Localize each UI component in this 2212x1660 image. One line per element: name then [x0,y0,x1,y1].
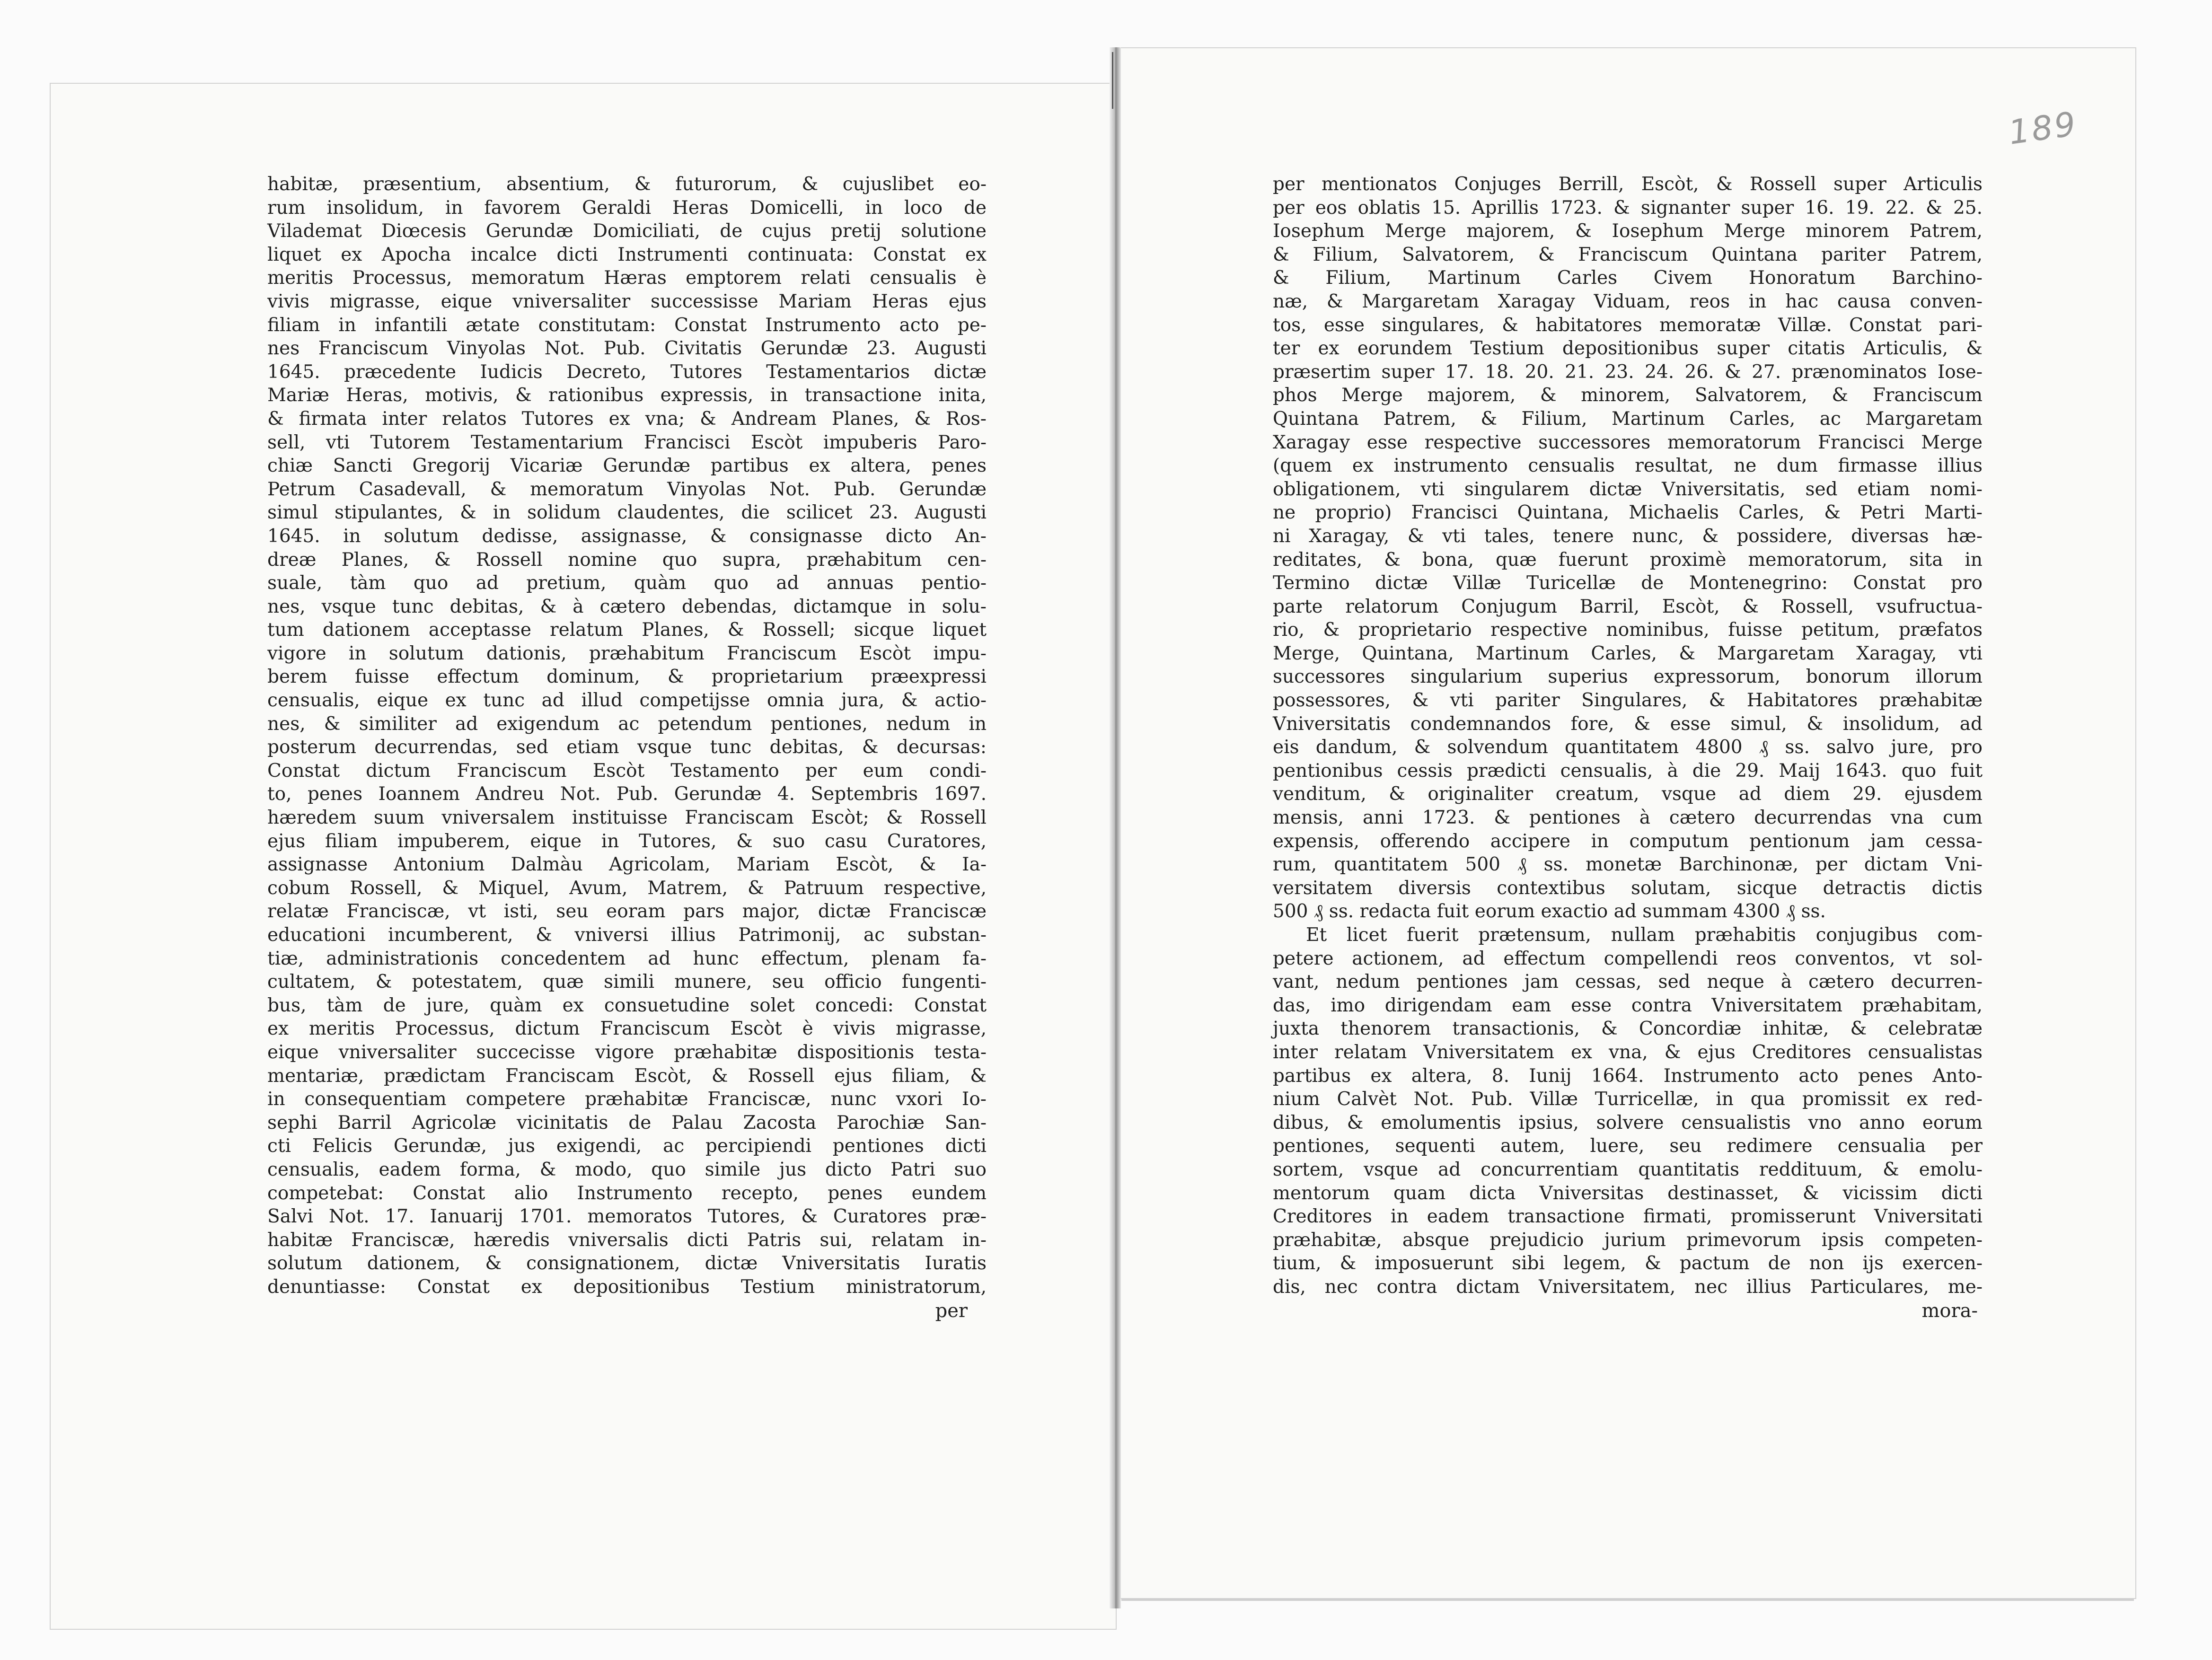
page-edge [1121,1599,2134,1601]
text-line: ejus filiam impuberem, eique in Tutores, & suo casu Curatores, [267,830,987,852]
text-line: assignasse Antonium Dalmàu Agricolam, Mariam Escòt, & Ia- [267,854,987,876]
book-gutter [1110,47,1121,1608]
text-line: Xaragay esse respective successores memoratorum Francisci Merge [1273,431,1983,453]
text-line: ex meritis Processus, dictum Franciscum Escòt è vivis migrasse, [267,1018,987,1040]
text-line: rio, & proprietario respective nominibus, fuisse petitum, præfatos [1273,619,1983,641]
text-line: venditum, & originaliter creatum, vsque ad diem 29. ejusdem [1273,783,1983,805]
text-line: per mentionatos Conjuges Berrill, Escòt, & Rossell super Articulis [1273,174,1983,195]
text-line: nium Calvèt Not. Pub. Villæ Turricellæ, in qua promissit ex red- [1273,1089,1983,1110]
text-line: dibus, & emolumentis ipsius, solvere censualistis vno anno eorum [1273,1112,1983,1133]
text-line: competebat: Constat alio Instrumento recepto, penes eundem [267,1182,987,1204]
text-line: simul stipulantes, & in solidum claudentes, die scilicet 23. Augusti [267,502,987,524]
text-line: præsertim super 17. 18. 20. 21. 23. 24. 26. & 27. prænominatos Iose- [1273,361,1983,383]
text-line: phos Merge majorem, & minorem, Salvatorem, & Franciscum [1273,385,1983,406]
text-line: dreæ Planes, & Rossell nomine quo supra, præhabitum cen- [267,549,987,571]
text-line: to, penes Ioannem Andreu Not. Pub. Gerundæ 4. Septembris 1697. [267,783,987,805]
text-line: Constat dictum Franciscum Escòt Testamento per eum condi- [267,760,987,782]
text-line: berem fuisse effectum dominum, & proprietarium præexpressi [267,666,987,688]
text-line: cobum Rossell, & Miquel, Avum, Matrem, & Patruum respective, [267,877,987,899]
text-line: sephi Barril Agricolæ vicinitatis de Palau Zacosta Parochiæ San- [267,1112,987,1133]
folio-number: 189 [2006,104,2080,152]
text-line: posterum decurrendas, sed etiam vsque tunc debitas, & decursas: [267,737,987,758]
text-line: nes, & similiter ad exigendum ac petendum pentiones, nedum in [267,713,987,735]
text-line: chiæ Sancti Gregorij Vicariæ Gerundæ partibus ex altera, penes [267,455,987,477]
text-line: inter relatam Vniversitatem ex vna, & ejus Creditores censualistas [1273,1041,1983,1063]
text-line: meritis Processus, memoratum Hæras emptorem relati censualis è [267,267,987,289]
text-line: 1645. in solutum dedisse, assignasse, & consignasse dicto An- [267,525,987,547]
text-line: liquet ex Apocha incalce dicti Instrumenti continuata: Constat ex [267,244,987,265]
text-line: tiæ, administrationis concedentem ad hunc effectum, plenam fa- [267,948,987,969]
text-line: petere actionem, ad effectum compellendi reos conventos, vt sol- [1273,948,1983,969]
text-line: eis dandum, & solvendum quantitatem 4800 ₰ ss. salvo jure, pro [1273,737,1983,758]
text-line: parte relatorum Conjugum Barril, Escòt, & Rossell, vsufructua- [1273,596,1983,617]
right-page-text [1273,173,1983,1323]
text-line: versitatem diversis contextibus solutam, sicque detractis dictis [1273,877,1983,899]
text-line: filiam in infantili ætate constitutam: Constat Instrumento acto pe- [267,314,987,336]
gutter-mark [1112,52,1113,109]
text-line: Termino dictæ Villæ Turicellæ de Montenegrino: Constat pro [1273,572,1983,594]
text-line: næ, & Margaretam Xaragay Viduam, reos in hac causa conven- [1273,290,1983,312]
text-line: Vniversitatis condemnandos fore, & esse simul, & insolidum, ad [1273,713,1983,735]
text-line: præhabitæ, absque prejudicio jurium primevorum ipsis competen- [1273,1229,1983,1251]
text-line: juxta thenorem transactionis, & Concordiæ inhitæ, & celebratæ [1273,1018,1983,1040]
text-line: ni Xaragay, & vti tales, tenere nunc, & possidere, diversas hæ- [1273,525,1983,547]
text-line: & Filium, Salvatorem, & Franciscum Quintana pariter Patrem, [1273,244,1983,265]
text-line: rum insolidum, in favorem Geraldi Heras Domicelli, in loco de [267,197,987,219]
text-line: successores singularium superius expressorum, bonorum illorum [1273,666,1983,688]
text-line: dis, nec contra dictam Vniversitatem, nec illius Particulares, me- [1273,1276,1983,1298]
text-line: 500 ₰ ss. redacta fuit eorum exactio ad summam 4300 ₰ ss. [1273,901,1826,922]
text-line: tum dationem acceptasse relatum Planes, & Rossell; sicque liquet [267,619,987,641]
text-line: Vilademat Diœcesis Gerundæ Domiciliati, de cujus pretij solutione [267,220,987,242]
text-line: mensis, anni 1723. & pentiones à cætero decurrendas vna cum [1273,807,1983,829]
text-line: relatæ Franciscæ, vt isti, seu eoram pars major, dictæ Franciscæ [267,901,987,922]
text-line: solutum dationem, & consignationem, dictæ Vniversitatis Iuratis [267,1253,987,1274]
catchword: mora- [1921,1300,1978,1322]
text-line: censualis, eique ex tunc ad illud competijsse omnia jura, & actio- [267,690,987,711]
left-page-text [267,173,987,1323]
text-line: bus, tàm de jure, quàm ex consuetudine solet concedi: Constat [267,994,987,1016]
text-line: (quem ex instrumento censualis resultat, ne dum firmasse illius [1273,455,1983,477]
text-line: habitæ, præsentium, absentium, & futurorum, & cujuslibet eo- [267,174,987,195]
text-line: per eos oblatis 15. Aprillis 1723. & signanter super 16. 19. 22. & 25. [1273,197,1983,219]
text-line: Petrum Casadevall, & memoratum Vinyolas Not. Pub. Gerundæ [267,478,987,500]
text-line: cti Felicis Gerundæ, jus exigendi, ac percipiendi pentiones dicti [267,1135,987,1157]
text-line: & Filium, Martinum Carles Civem Honoratum Barchino- [1273,267,1983,289]
text-line: denuntiasse: Constat ex depositionibus Testium ministratorum, [267,1276,987,1298]
text-line: mentorum quam dicta Vniversitas destinasset, & vicissim dicti [1273,1182,1983,1204]
text-line: das, imo dirigendam eam esse contra Vniversitatem præhabitam, [1273,994,1983,1016]
text-line: Mariæ Heras, motivis, & rationibus expressis, in transactione inita, [267,385,987,406]
text-line: mentariæ, prædictam Franciscam Escòt, & Rossell ejus filiam, & [267,1065,987,1087]
text-line: Iosephum Merge majorem, & Iosephum Merge minorem Patrem, [1273,220,1983,242]
text-line: vigore in solutum dationis, præhabitum Franciscum Escòt impu- [267,642,987,664]
text-line: Salvi Not. 17. Ianuarij 1701. memoratos Tutores, & Curatores præ- [267,1206,987,1228]
text-line: hæredem suum vniversalem instituisse Franciscam Escòt; & Rossell [267,807,987,829]
text-line: nes, vsque tunc debitas, & à cætero debendas, dictamque in solu- [267,596,987,617]
text-line: habitæ Franciscæ, hæredis vniversalis dicti Patris sui, relatam in- [267,1229,987,1251]
text-line: suale, tàm quo ad pretium, quàm quo ad annuas pentio- [267,572,987,594]
text-line: eique vniversaliter succecisse vigore præhabitæ dispositionis testa- [267,1041,987,1063]
catchword: per [935,1300,968,1322]
text-line: ter ex eorundem Testium depositionibus super citatis Articulis, & [1273,338,1983,360]
text-line: tos, esse singulares, & habitatores memoratæ Villæ. Constat pari- [1273,314,1983,336]
text-line: rum, quantitatem 500 ₰ ss. monetæ Barchinonæ, per dictam Vni- [1273,854,1983,876]
text-line: pentionibus cessis prædicti censualis, à die 29. Maij 1643. quo fuit [1273,760,1983,782]
text-line: obligationem, vti singularem dictæ Vniversitatis, sed etiam nomi- [1273,478,1983,500]
text-line: vant, nedum pentiones jam cessas, sed neque à cætero decurren- [1273,971,1983,993]
text-line: pentiones, sequenti autem, luere, seu redimere censualia per [1273,1135,1983,1157]
text-line: Et licet fuerit prætensum, nullam præhabitis conjugibus com- [1306,924,1983,946]
text-line: reditates, & bona, quæ fuerunt proximè memoratorum, sita in [1273,549,1983,571]
text-line: sell, vti Tutorem Testamentarium Francisci Escòt impuberis Paro- [267,431,987,453]
text-line: sortem, vsque ad concurrentiam quantitatis reddituum, & emolu- [1273,1159,1983,1180]
text-line: censualis, eadem forma, & modo, quo simile jus dicto Patri suo [267,1159,987,1180]
text-line: nes Franciscum Vinyolas Not. Pub. Civitatis Gerundæ 23. Augusti [267,338,987,360]
text-line: partibus ex altera, 8. Iunij 1664. Instrumento acto penes Anto- [1273,1065,1983,1087]
text-line: in consequentiam competere præhabitæ Franciscæ, nunc vxori Io- [267,1089,987,1110]
text-line: expensis, offerendo accipere in computum pentionum jam cessa- [1273,830,1983,852]
text-line: Creditores in eadem transactione firmati, promisserunt Vniversitati [1273,1206,1983,1228]
text-line: Merge, Quintana, Martinum Carles, & Margaretam Xaragay, vti [1273,642,1983,664]
text-line: Quintana Patrem, & Filium, Martinum Carles, ac Margaretam [1273,408,1983,430]
text-line: & firmata inter relatos Tutores ex vna; & Andream Planes, & Ros- [267,408,987,430]
text-line: possessores, & vti pariter Singulares, & Habitatores præhabitæ [1273,690,1983,711]
text-line: vivis migrasse, eique vniversaliter successisse Mariam Heras ejus [267,290,987,312]
text-line: 1645. præcedente Iudicis Decreto, Tutores Testamentarios dictæ [267,361,987,383]
text-line: ne proprio) Francisci Quintana, Michaelis Carles, & Petri Marti- [1273,502,1983,524]
text-line: tium, & imposuerunt sibi legem, & pactum de non ijs exercen- [1273,1253,1983,1274]
text-line: educationi incumberent, & vniversi illius Patrimonij, ac substan- [267,924,987,946]
text-line: cultatem, & potestatem, quæ simili munere, seu officio fungenti- [267,971,987,993]
